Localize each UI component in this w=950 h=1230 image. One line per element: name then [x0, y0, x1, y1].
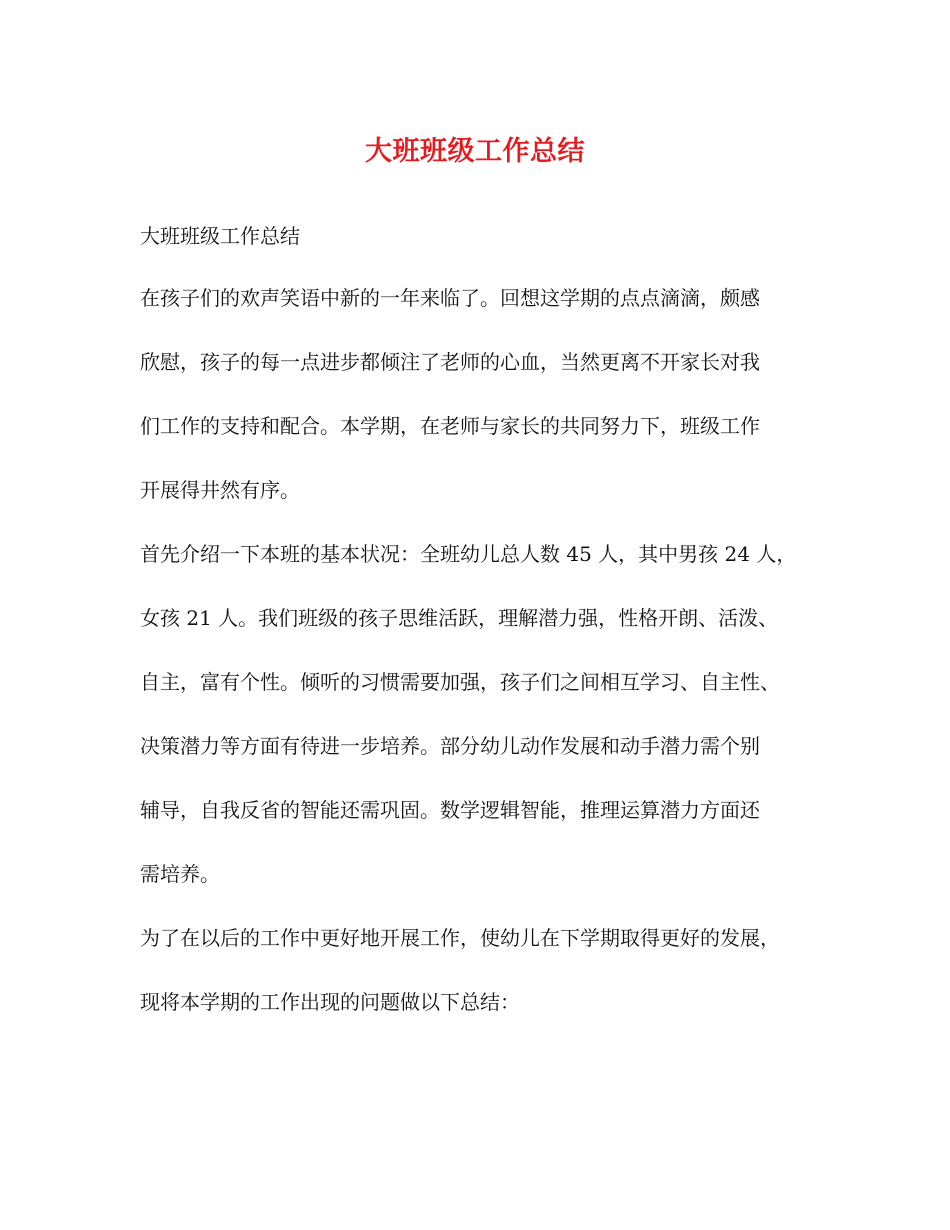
paragraph-class-status — [140, 534, 840, 894]
paragraph-line: 辅导，自我反省的智能还需巩固。数学逻辑智能，推理运算潜力方面还 — [140, 798, 760, 822]
paragraph-line: 为了在以后的工作中更好地开展工作，使幼儿在下学期取得更好的发展， — [140, 926, 780, 950]
paragraph-line: 开展得井然有序。 — [140, 478, 300, 502]
paragraph-line: 自主，富有个性。倾听的习惯需要加强，孩子们之间相互学习、自主性、 — [140, 670, 780, 694]
paragraph-line: 女孩 21 人。我们班级的孩子思维活跃，理解潜力强，性格开朗、活泼、 — [140, 606, 779, 630]
paragraph-summary-intro — [140, 918, 840, 1022]
paragraph-line: 欣慰，孩子的每一点进步都倾注了老师的心血，当然更离不开家长对我 — [140, 350, 760, 374]
paragraph-line: 在孩子们的欢声笑语中新的一年来临了。回想这学期的点点滴滴，颇感 — [140, 286, 760, 310]
document-title: 大班班级工作总结 — [365, 136, 585, 167]
paragraph-intro — [140, 278, 840, 510]
paragraph-line: 首先介绍一下本班的基本状况：全班幼儿总人数 45 人，其中男孩 24 人， — [140, 542, 797, 566]
document-body — [140, 216, 840, 1022]
paragraph-line: 决策潜力等方面有待进一步培养。部分幼儿动作发展和动手潜力需个别 — [140, 734, 760, 758]
document-subtitle: 大班班级工作总结 — [140, 224, 300, 248]
paragraph-line: 现将本学期的工作出现的问题做以下总结： — [140, 990, 520, 1014]
paragraph-line: 们工作的支持和配合。本学期，在老师与家长的共同努力下，班级工作 — [140, 414, 760, 438]
paragraph-line: 需培养。 — [140, 862, 220, 886]
